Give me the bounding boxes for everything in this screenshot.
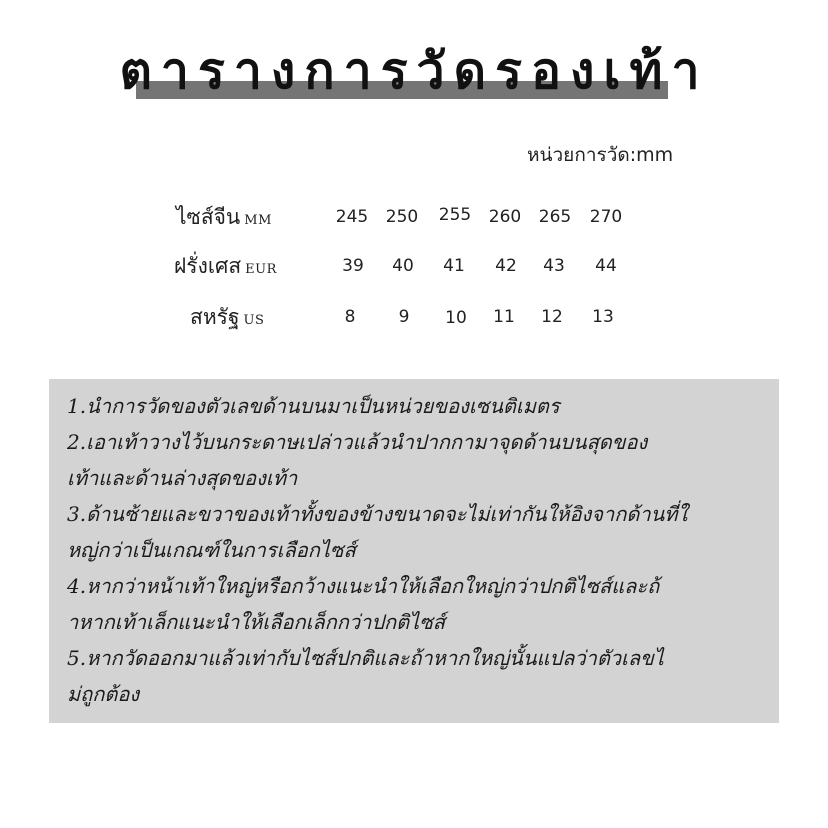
note-line: 3.ด้านซ้ายและขวาของเท้าทั้งของข้างขนาดจะไม่เท่ากันให้อิงจากด้านที่ใ [67, 502, 688, 526]
size-cell: 245 [335, 207, 369, 227]
row-system-label: EUR [245, 262, 277, 277]
size-cell: 9 [398, 307, 410, 327]
note-line: เท้าและด้านล่างสุดของเท้า [67, 466, 298, 490]
row-system-label: US [243, 313, 265, 328]
row-system-label: MM [244, 213, 272, 228]
size-cell: 12 [541, 307, 563, 327]
row-label [174, 249, 277, 283]
size-cell: 265 [538, 207, 572, 227]
size-cell: 255 [438, 205, 472, 225]
notes-panel [49, 379, 779, 723]
size-cell: 8 [344, 307, 356, 327]
note-line: าหากเท้าเล็กแนะนำให้เลือกเล็กกว่าปกติไซส์ [67, 610, 445, 634]
size-cell: 10 [445, 308, 467, 328]
row-label-text: ฝรั่งเศส [174, 254, 242, 278]
row-label [176, 200, 272, 234]
size-cell: 41 [443, 256, 465, 276]
size-row-china [0, 200, 828, 234]
size-row-eur [0, 249, 828, 283]
note-line: ม่ถูกต้อง [67, 682, 140, 706]
note-line: 2.เอาเท้าวางไว้บนกระดาษเปล่าวแล้วนำปากกามาจุดด้านบนสุดของ [67, 430, 648, 454]
size-cell: 260 [488, 207, 522, 227]
row-label-text: ไซส์จีน [176, 205, 241, 229]
note-line: 1.นำการวัดของตัวเลขด้านบนมาเป็นหน่วยของเซนติเมตร [67, 394, 560, 418]
row-label-text: สหรัฐ [190, 305, 240, 329]
size-cell: 42 [495, 256, 517, 276]
size-cell: 43 [543, 256, 565, 276]
size-cell: 39 [342, 256, 364, 276]
size-row-us [0, 300, 828, 334]
title-block [0, 38, 828, 104]
size-cell: 44 [595, 256, 617, 276]
unit-label: หน่วยการวัด:mm [527, 144, 674, 166]
note-line: 4.หากว่าหน้าเท้าใหญ่หรือกว้างแนะนำให้เลือกใหญ่กว่าปกติไซส์และถ้ [67, 574, 660, 598]
size-cell: 270 [589, 207, 623, 227]
note-line: 5.หากวัดออกมาแล้วเท่ากับไซส์ปกติและถ้าหากใหญ่นั้นแปลว่าตัวเลขไ [67, 646, 664, 670]
size-cell: 11 [493, 307, 515, 327]
size-cell: 40 [392, 256, 414, 276]
size-cell: 13 [592, 307, 614, 327]
row-label [190, 300, 264, 334]
note-line: หญ่กว่าเป็นเกณฑ์ในการเลือกไซส์ [67, 538, 356, 562]
page-title: ตารางการวัดรองเท้า [119, 42, 709, 100]
size-cell: 250 [385, 207, 419, 227]
